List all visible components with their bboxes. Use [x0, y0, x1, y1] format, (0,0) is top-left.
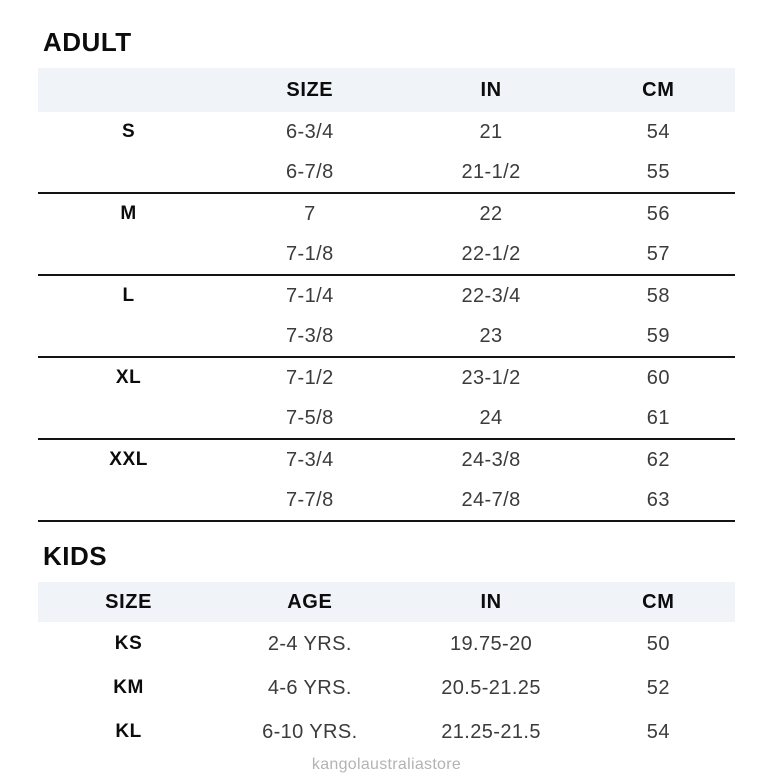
column-header: IN	[480, 78, 502, 101]
table-row	[38, 480, 735, 521]
column-header: CM	[642, 590, 675, 613]
value-cell: 61	[582, 398, 735, 439]
value-cell: 6-10 YRS.	[262, 720, 358, 743]
value-cell: 4-6 YRS.	[267, 676, 352, 699]
row-label-cell: S	[121, 121, 136, 142]
value-cell: 7-3/4	[286, 448, 334, 471]
row-label-cell	[38, 152, 219, 193]
value-cell: 6-3/4	[286, 120, 334, 143]
value-cell: 23-1/2	[461, 366, 521, 389]
row-label-cell	[38, 398, 219, 439]
table-row	[38, 710, 735, 754]
value-cell: 7-1/4	[286, 284, 334, 307]
value-cell: 24-3/8	[461, 448, 521, 471]
table-row	[38, 112, 735, 152]
value-cell: 55	[582, 152, 735, 193]
row-label-cell: XL	[115, 367, 142, 388]
value-cell: 54	[646, 120, 670, 143]
table-row	[38, 398, 735, 439]
adult-size-table	[38, 68, 735, 522]
value-cell: 19.75-20	[449, 632, 533, 655]
value-cell: 7-5/8	[219, 398, 400, 439]
column-header: AGE	[287, 590, 333, 613]
header-row	[38, 582, 735, 622]
value-cell: 7-3/8	[219, 316, 400, 357]
row-label-cell: L	[122, 285, 135, 306]
value-cell: 21-1/2	[400, 152, 581, 193]
table-row	[38, 622, 735, 666]
value-cell: 20.5-21.25	[441, 676, 541, 699]
table-row	[38, 316, 735, 357]
adult-table-body	[38, 112, 735, 521]
kids-table-body	[38, 622, 735, 754]
kids-table-header	[38, 582, 735, 622]
adult-section	[38, 0, 735, 522]
value-cell: 60	[646, 366, 670, 389]
value-cell: 54	[646, 720, 670, 743]
value-cell: 58	[646, 284, 670, 307]
table-row	[38, 234, 735, 275]
row-label-cell	[38, 480, 219, 521]
column-header: CM	[642, 78, 675, 101]
value-cell: 56	[646, 202, 670, 225]
size-chart-page	[38, 0, 735, 773]
value-cell: 2-4 YRS.	[267, 632, 352, 655]
value-cell: 24	[400, 398, 581, 439]
row-label-cell: KS	[114, 633, 143, 654]
value-cell: 57	[582, 234, 735, 275]
value-cell: 21	[479, 120, 503, 143]
column-header: SIZE	[105, 590, 153, 613]
value-cell: 22-3/4	[461, 284, 521, 307]
value-cell: 6-7/8	[219, 152, 400, 193]
value-cell: 7	[304, 202, 316, 225]
table-row	[38, 666, 735, 710]
row-label-cell	[38, 234, 219, 275]
value-cell: 7-7/8	[219, 480, 400, 521]
column-header: SIZE	[286, 78, 334, 101]
kids-size-table	[38, 582, 735, 754]
kids-section-title: KIDS	[43, 541, 108, 571]
value-cell: 7-1/2	[286, 366, 334, 389]
column-header	[38, 68, 219, 112]
value-cell: 52	[646, 676, 670, 699]
value-cell: 23	[400, 316, 581, 357]
table-row	[38, 275, 735, 316]
row-label-cell	[38, 316, 219, 357]
header-row	[38, 68, 735, 112]
value-cell: 24-7/8	[400, 480, 581, 521]
value-cell: 22-1/2	[400, 234, 581, 275]
row-label-cell: M	[120, 203, 137, 224]
row-label-cell: XXL	[109, 449, 148, 470]
table-row	[38, 439, 735, 480]
adult-table-header	[38, 68, 735, 112]
value-cell: 22	[479, 202, 503, 225]
value-cell: 7-1/8	[219, 234, 400, 275]
table-row	[38, 357, 735, 398]
value-cell: 59	[582, 316, 735, 357]
row-label-cell: KL	[115, 721, 142, 742]
column-header: IN	[480, 590, 502, 613]
value-cell: 62	[646, 448, 670, 471]
store-watermark: kangolaustraliastore	[311, 756, 462, 773]
row-label-cell: KM	[113, 677, 144, 698]
table-row	[38, 193, 735, 234]
kids-section	[38, 522, 735, 754]
value-cell: 50	[646, 632, 670, 655]
value-cell: 21.25-21.5	[441, 720, 541, 743]
table-row	[38, 152, 735, 193]
adult-section-title: ADULT	[43, 27, 132, 57]
value-cell: 63	[582, 480, 735, 521]
